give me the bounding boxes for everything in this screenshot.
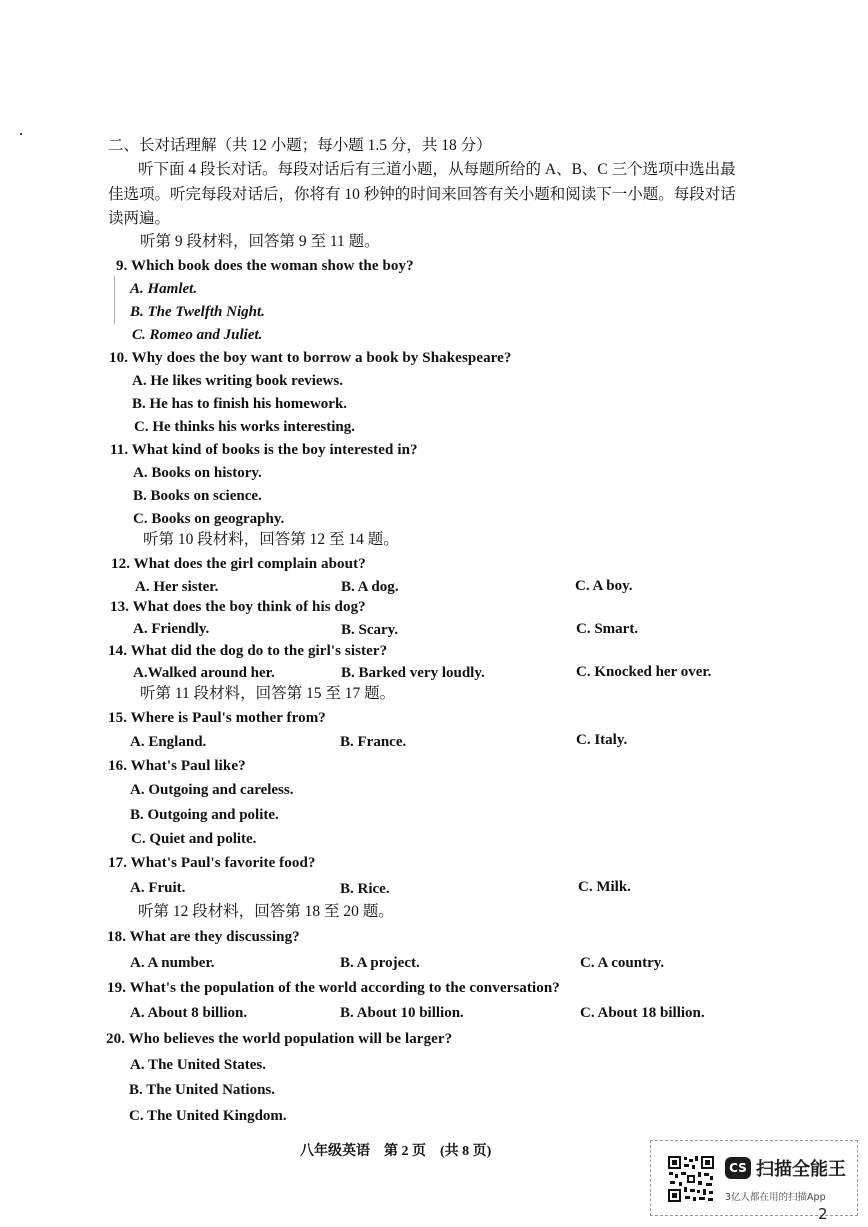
question-14: 14. What did the dog do to the girl's sister? [108, 643, 388, 659]
question-16: 16. What's Paul like? [108, 758, 246, 774]
q11-option-c: C. Books on geography. [133, 511, 285, 527]
q15-option-c: C. Italy. [576, 732, 628, 748]
question-9: 9. Which book does the woman show the boy? [116, 258, 414, 274]
instructions-line-1: 听下面 4 段长对话。每段对话后有三道小题，从每题所给的 A、B、C 三个选项中选出最 [138, 161, 736, 178]
question-12: 12. What does the girl complain about? [111, 556, 366, 572]
q16-option-a: A. Outgoing and careless. [130, 782, 294, 798]
q13-option-b: B. Scary. [341, 622, 399, 638]
q16-option-b: B. Outgoing and polite. [130, 807, 279, 823]
question-17: 17. What's Paul's favorite food? [108, 855, 316, 871]
q9-option-b: B. The Twelfth Night. [130, 304, 265, 320]
question-18: 18. What are they discussing? [107, 929, 300, 945]
passage-12-intro: 听第 12 段材料，回答第 18 至 20 题。 [138, 903, 394, 920]
scanner-tagline: 3亿人都在用的扫描App [725, 1192, 826, 1203]
instructions-line-2: 佳选项。听完每段对话后，你将有 10 秒钟的时间来回答有关小题和阅读下一小题。每段对话 [108, 186, 736, 203]
qr-code-icon [667, 1155, 715, 1203]
question-20: 20. Who believes the world population will be larger? [106, 1031, 453, 1047]
camscanner-logo-icon: CS [725, 1157, 751, 1179]
q11-option-a: A. Books on history. [133, 465, 262, 481]
q18-option-c: C. A country. [580, 955, 665, 971]
q11-option-b: B. Books on science. [133, 488, 262, 504]
q20-option-c: C. The United Kingdom. [129, 1108, 287, 1124]
question-10: 10. Why does the boy want to borrow a book by Shakespeare? [109, 350, 512, 366]
q15-option-b: B. France. [340, 734, 407, 750]
q19-option-c: C. About 18 billion. [580, 1005, 705, 1021]
question-15: 15. Where is Paul's mother from? [108, 710, 326, 726]
q19-option-b: B. About 10 billion. [340, 1005, 464, 1021]
q9-option-a: A. Hamlet. [130, 281, 198, 297]
q19-option-a: A. About 8 billion. [130, 1005, 248, 1021]
scan-page-number: 2 [818, 1205, 828, 1223]
q14-option-b: B. Barked very loudly. [341, 665, 485, 681]
q15-option-a: A. England. [130, 734, 207, 750]
question-19: 19. What's the population of the world according to the conversation? [107, 980, 560, 996]
question-13: 13. What does the boy think of his dog? [110, 599, 366, 615]
instructions-line-3: 读两遍。 [108, 210, 171, 227]
q9-option-c: C. Romeo and Juliet. [132, 327, 263, 343]
scanner-brand [725, 1155, 846, 1181]
q10-option-a: A. He likes writing book reviews. [132, 373, 343, 389]
q17-option-c: C. Milk. [578, 879, 631, 895]
q12-option-c: C. A boy. [575, 578, 633, 594]
q16-option-c: C. Quiet and polite. [131, 831, 257, 847]
q18-option-a: A. A number. [130, 955, 215, 971]
q10-option-b: B. He has to finish his homework. [132, 396, 348, 412]
q20-option-a: A. The United States. [130, 1057, 266, 1073]
page-footer: 八年级英语 第 2 页 (共 8 页) [300, 1144, 492, 1159]
q17-option-b: B. Rice. [340, 881, 390, 897]
question-11: 11. What kind of books is the boy interested in? [110, 442, 418, 458]
passage-11-intro: 听第 11 段材料，回答第 15 至 17 题。 [140, 685, 396, 702]
scan-dot [20, 133, 22, 135]
section-title: 二、长对话理解（共 12 小题；每小题 1.5 分，共 18 分） [108, 137, 492, 154]
scan-bracket-mark [114, 276, 115, 324]
q12-option-a: A. Her sister. [135, 579, 219, 595]
q20-option-b: B. The United Nations. [129, 1082, 276, 1098]
q14-option-c: C. Knocked her over. [576, 664, 712, 680]
q12-option-b: B. A dog. [341, 579, 399, 595]
q17-option-a: A. Fruit. [130, 880, 186, 896]
passage-9-intro: 听第 9 段材料，回答第 9 至 11 题。 [140, 233, 380, 250]
q10-option-c: C. He thinks his works interesting. [134, 419, 356, 435]
passage-10-intro: 听第 10 段材料，回答第 12 至 14 题。 [143, 531, 399, 548]
q14-option-a: A.Walked around her. [133, 665, 275, 681]
q18-option-b: B. A project. [340, 955, 420, 971]
q13-option-a: A. Friendly. [133, 621, 210, 637]
q13-option-c: C. Smart. [576, 621, 639, 637]
scanner-brand-name: 扫描全能王 [756, 1159, 846, 1180]
